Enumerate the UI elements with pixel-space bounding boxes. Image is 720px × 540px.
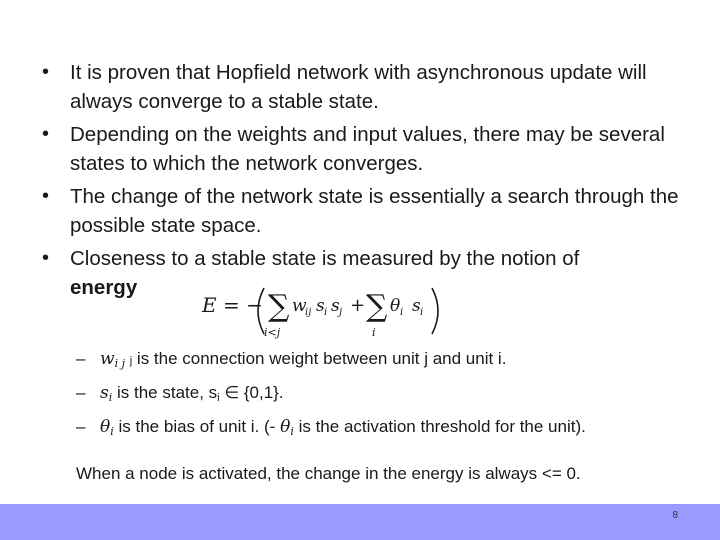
bullet-text: Depending on the weights and input values, there may be several states to which the network converges. xyxy=(70,123,665,175)
w-sub: ij xyxy=(305,307,312,318)
plus-sign: + xyxy=(350,295,366,316)
w-term: w xyxy=(292,296,307,316)
bullet-text: The change of the network state is essentially a search through the possible state space. xyxy=(70,185,679,237)
s1: s xyxy=(316,296,325,316)
bullet-dot: • xyxy=(42,123,50,145)
dash-marker: – xyxy=(76,383,86,402)
bias-var-inline: θ xyxy=(280,417,291,437)
bias-sub: i xyxy=(110,425,114,438)
energy-term: energy xyxy=(70,276,138,299)
definition-weight xyxy=(76,346,696,377)
definition-bias xyxy=(76,414,696,445)
bullet-text: Closeness to a stable state is measured by the notion of xyxy=(70,247,580,270)
sum1-under: i<j xyxy=(264,326,281,339)
right-paren xyxy=(432,288,438,334)
sum-symbol: ∑ xyxy=(366,289,388,324)
theta-term: θ xyxy=(390,296,401,316)
bullet-item xyxy=(36,58,686,116)
energy-formula-svg xyxy=(200,282,460,340)
definition-state xyxy=(76,380,696,411)
weight-suffix: j xyxy=(129,355,133,367)
page-number: 8 xyxy=(672,510,678,521)
s3: s xyxy=(412,296,421,316)
energy-formula xyxy=(200,282,460,340)
bias-text-b: is the activation threshold for the unit). xyxy=(293,417,586,436)
weight-var: w xyxy=(100,349,115,369)
bullet-list xyxy=(36,58,686,306)
bias-sub-inline: i xyxy=(290,425,294,438)
bullet-dot: • xyxy=(42,61,50,83)
bullet-dot: • xyxy=(42,185,50,207)
dash-marker: – xyxy=(76,417,86,436)
state-text: is the state, s xyxy=(112,383,218,402)
definitions-list xyxy=(76,346,696,448)
sum-symbol: ∑ xyxy=(268,289,290,324)
weight-sub: i j xyxy=(114,357,125,370)
state-set: ∈ {0,1}. xyxy=(219,383,284,402)
bullet-item xyxy=(36,182,686,240)
s2: s xyxy=(331,296,340,316)
s2-sub: j xyxy=(339,307,343,318)
weight-text: is the connection weight between unit j and unit i. xyxy=(132,349,507,368)
energy-note: When a node is activated, the change in the energy is always <= 0. xyxy=(76,464,581,483)
bullet-dot: • xyxy=(42,247,50,269)
state-small-sub: i xyxy=(217,392,220,404)
sum2-under: i xyxy=(372,326,376,339)
theta-sub: i xyxy=(400,307,404,318)
s3-sub: i xyxy=(420,307,424,318)
state-var: s xyxy=(100,383,109,403)
bullet-item xyxy=(36,120,686,178)
footer-bar xyxy=(0,504,720,540)
bias-text-a: is the bias of unit i. (- xyxy=(113,417,281,436)
s1-sub: i xyxy=(324,307,328,318)
dash-marker: – xyxy=(76,349,86,368)
bias-var: θ xyxy=(100,417,111,437)
state-sub: i xyxy=(108,391,113,404)
bullet-text: It is proven that Hopfield network with asynchronous update will always converge to a stable state. xyxy=(70,61,647,113)
formula-lhs: E = − xyxy=(202,293,263,317)
